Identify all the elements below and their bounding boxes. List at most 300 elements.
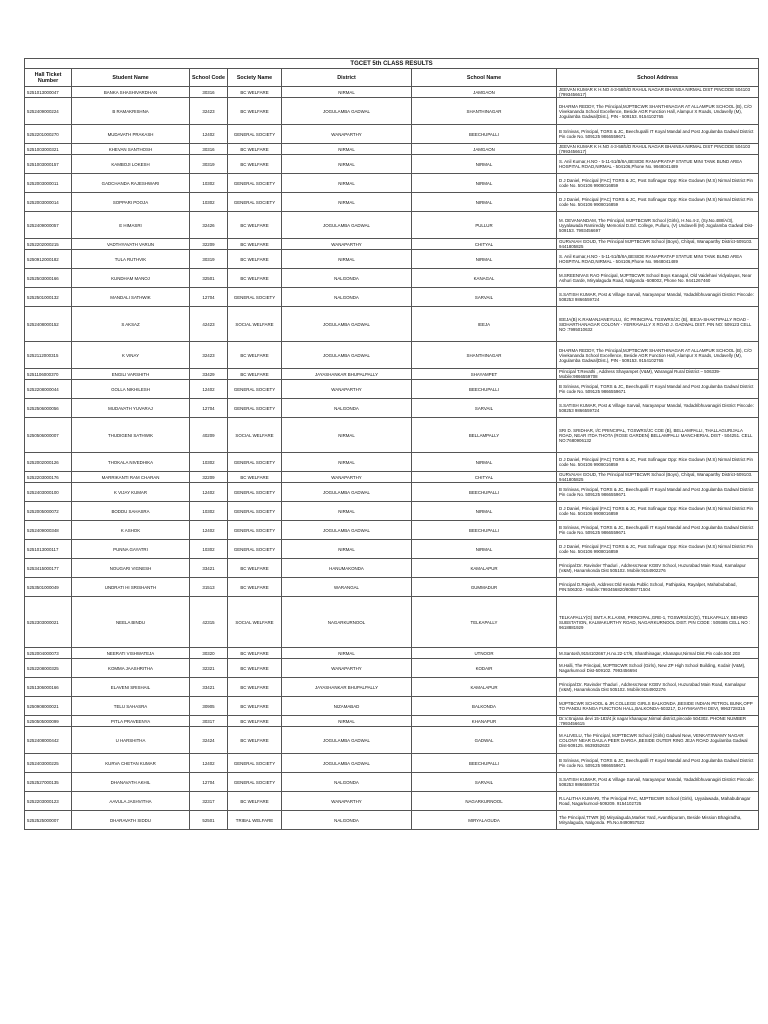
school-address-cell: B Srinivas, Principal, TGRS & JC, Beechupalli IT Koyal Mandal and Post Jogulamba Gadwal District Pin code No. 509125 9866559671 <box>557 754 759 773</box>
table-row <box>25 87 759 98</box>
district-cell: JOGULAMBA GADWAL <box>282 212 412 239</box>
student-name-cell: KAMBOJI LOKESH <box>72 155 190 174</box>
society-name-cell: BC WELFARE <box>228 212 282 239</box>
school-name-cell: BEECHUPALLI <box>412 521 557 540</box>
school-address-cell: M.Halli, The Principal, MJPTBCWR School (Girls), New ZP High School Building, Kodair (V&M), Nagarkurnool Dist-509102. 7993456694 <box>557 659 759 678</box>
student-name-cell: MUDAVATH YUVARAJ <box>72 399 190 418</box>
school-address-cell: Dr.V.Srujana devi 15-183/4 jk nagar khanapur,Nirmal district,pincode 504302. PHONE NUMBER :7993456615 <box>557 716 759 727</box>
student-name-cell: K VIJAY KUMAR <box>72 483 190 502</box>
society-name-cell: BC WELFARE <box>228 697 282 716</box>
society-name-cell: BC WELFARE <box>228 659 282 678</box>
col-header-society-name: Society Name <box>228 69 282 87</box>
district-cell: NIRMAL <box>282 87 412 98</box>
district-cell: NIRMAL <box>282 648 412 659</box>
table-row <box>25 727 759 754</box>
school-name-cell: KAMALAPUR <box>412 678 557 697</box>
school-address-cell: The Principal,TTWR (B) Miryalaguda,Market Yard, Avanthipuram, Beside Mission Bhagiradha, Miryalaguda, Nalgonda. Ph.No.9490957522 <box>557 811 759 830</box>
society-name-cell: GENERAL SOCIETY <box>228 174 282 193</box>
student-name-cell: AAVULA JASHVITHA <box>72 792 190 811</box>
society-name-cell: BC WELFARE <box>228 155 282 174</box>
society-name-cell: GENERAL SOCIETY <box>228 399 282 418</box>
school-address-cell: Principal D.Rajesh, Address:Old Kerala Public School, Pathipaka, Rayalpet, Mahabubabad, PIN:506302.- Mobile:7993456820/8008771504 <box>557 578 759 597</box>
hall-ticket-cell: 5250912000182 <box>25 250 72 269</box>
hall-ticket-cell: 5252003000014 <box>25 193 72 212</box>
district-cell: JOGULAMBA GADWAL <box>282 727 412 754</box>
district-cell: JOGULAMBA GADWAL <box>282 98 412 125</box>
student-name-cell: KURVA CHETAN KUMAR <box>72 754 190 773</box>
school-code-cell: 33421 <box>190 678 228 697</box>
student-name-cell: U HARSHITHA <box>72 727 190 754</box>
society-name-cell: GENERAL SOCIETY <box>228 773 282 792</box>
school-code-cell: 30319 <box>190 250 228 269</box>
school-code-cell: 12704 <box>190 399 228 418</box>
student-name-cell: KOMMA JAASHRITHA <box>72 659 190 678</box>
table-row <box>25 659 759 678</box>
school-address-cell: GURVAIAH GOUD, The Principal MJPTBCWR School (Boys), Chityal, Wanaparthy District-509103. 9441805825 <box>557 472 759 483</box>
student-name-cell: KUNDHAM MANOJ <box>72 269 190 288</box>
school-address-cell: JEEVAN KUMAR K H.NO 4-3-58/5/D RAHUL NAGAR BHAINSA NIRMAL DIST PINCODE 504103 (7993456617) <box>557 144 759 155</box>
district-cell: NIRMAL <box>282 174 412 193</box>
school-address-cell: Principal:Dr. Ravinder Thaduri , Address:Near KGBV School, Huzurabad Main Road, Kamalapur (V&M), Hanamkonda Dist 505102. Mobile:9154902276 <box>557 678 759 697</box>
table-row <box>25 716 759 727</box>
society-name-cell: BC WELFARE <box>228 98 282 125</box>
hall-ticket-cell: 5252202000215 <box>25 239 72 250</box>
school-name-cell: KAMALAPUR <box>412 559 557 578</box>
school-code-cell: 10302 <box>190 174 228 193</box>
district-cell: NALGONDA <box>282 773 412 792</box>
society-name-cell: BC WELFARE <box>228 239 282 250</box>
school-name-cell: BEECHUPALLI <box>412 754 557 773</box>
hall-ticket-cell: 5252112000315 <box>25 342 72 369</box>
school-code-cell: 42423 <box>190 307 228 342</box>
student-name-cell: THUDIGENI SATHWIK <box>72 418 190 453</box>
school-name-cell: SARVAIL <box>412 288 557 307</box>
school-address-cell: M.SREENIVAS RAO Principal, MJPTBCWR School Boys Kanagal, Old Vaidehavi Vidyalayas, Near Ashuri Garde, Miryalaguda Road, Nalgonda -508002, Phone No. 9441267460 <box>557 269 759 288</box>
school-name-cell: SARVAIL <box>412 399 557 418</box>
society-name-cell: GENERAL SOCIETY <box>228 521 282 540</box>
district-cell: NIRMAL <box>282 453 412 472</box>
school-name-cell: TELKAPALLY <box>412 597 557 648</box>
school-code-cell: 33429 <box>190 369 228 380</box>
hall-ticket-cell: 5252503000166 <box>25 269 72 288</box>
school-code-cell: 30317 <box>190 716 228 727</box>
school-code-cell: 32424 <box>190 727 228 754</box>
society-name-cell: GENERAL SOCIETY <box>228 540 282 559</box>
society-name-cell: BC WELFARE <box>228 369 282 380</box>
district-cell: JOGULAMBA GADWAL <box>282 307 412 342</box>
school-address-cell: B Srinivas, Principal, TGRS & JC, Beechupalli IT Koyal Mandal and Post Jogulamba Gadwal District Pin code No. 509125 9866559671 <box>557 380 759 399</box>
district-cell: NALGONDA <box>282 811 412 830</box>
school-code-cell: 32321 <box>190 659 228 678</box>
table-row <box>25 125 759 144</box>
society-name-cell: BC WELFARE <box>228 727 282 754</box>
society-name-cell: SOCIAL WELFARE <box>228 597 282 648</box>
society-name-cell: GENERAL SOCIETY <box>228 754 282 773</box>
school-address-cell: M. DEVANANDAM, The Principal, MJPTBCWR School (Girls), H.No.4-2, (Sy.No.488/A/3), Uyyalawada Ramireddy Memorial D.Ed. College, Pulluru, (V) Undavelli (M) Jogulamba Gadwal Dist-509153. 7993456697 <box>557 212 759 239</box>
student-name-cell: PUNNA GAYATRI <box>72 540 190 559</box>
student-name-cell: PITLA PRAVEENYA <box>72 716 190 727</box>
table-row <box>25 144 759 155</box>
table-row <box>25 418 759 453</box>
hall-ticket-cell: 5252525000007 <box>25 811 72 830</box>
hall-ticket-cell: 5252527000135 <box>25 773 72 792</box>
district-cell: JOGULAMBA GADWAL <box>282 342 412 369</box>
student-name-cell: MANDALI SATHWIK <box>72 288 190 307</box>
society-name-cell: GENERAL SOCIETY <box>228 288 282 307</box>
school-code-cell: 52501 <box>190 811 228 830</box>
table-row <box>25 597 759 648</box>
student-name-cell: NEERATI VISHWATEJA <box>72 648 190 659</box>
table-row <box>25 754 759 773</box>
student-name-cell: VADTHYAVATH VARUN <box>72 239 190 250</box>
school-address-cell: GURVAIAH GOUD, The Principal MJPTBCWR School (Boys), Chityal, Wanaparthy District-509103. 9441805825 <box>557 239 759 250</box>
district-cell: WANAPARTHY <box>282 125 412 144</box>
school-name-cell: NIRMAL <box>412 193 557 212</box>
school-name-cell: SHAYAMPET <box>412 369 557 380</box>
school-name-cell: SHANTHINAGAR <box>412 98 557 125</box>
school-address-cell: R.LALITHA KUMARI, The Principal FAC, MJPTBCWR School (Girls), Uyyalawada, Mahabubnagar Road, Nagarkurnool-509209. 9154102725 <box>557 792 759 811</box>
school-name-cell: KANAGAL <box>412 269 557 288</box>
school-name-cell: BALKONDA <box>412 697 557 716</box>
school-name-cell: BEECHUPALLI <box>412 380 557 399</box>
school-code-cell: 10302 <box>190 193 228 212</box>
school-address-cell: DHARMA REDDY, The Principal,MJPTBCWR SHANTHINAGAR AT ALLAMPUR SCHOOL (B), C/O Vivekananda School Excellence, Beside AGR Function Hall, Alampur X Roads, Undavelly (M), Jogulamba Gadwal(Dist.), PIN - 509153. 9154102765 <box>557 342 759 369</box>
student-name-cell: TELU SAHASRA <box>72 697 190 716</box>
hall-ticket-cell: 5252203000176 <box>25 472 72 483</box>
district-cell: WANAPARTHY <box>282 239 412 250</box>
table-title: TGCET 5th CLASS RESULTS <box>25 59 759 69</box>
school-name-cell: GADWAL <box>412 727 557 754</box>
school-code-cell: 10302 <box>190 502 228 521</box>
table-row <box>25 648 759 659</box>
school-address-cell: M.Santosh,9154102667,H.no.22-17/6, Shanthinagar, Khanapur,Nirmal Dist.Pin code.504 203 <box>557 648 759 659</box>
table-row <box>25 342 759 369</box>
society-name-cell: BC WELFARE <box>228 144 282 155</box>
hall-ticket-cell: 5252201000270 <box>25 125 72 144</box>
school-code-cell: 32423 <box>190 98 228 125</box>
school-code-cell: 30316 <box>190 87 228 98</box>
school-address-cell: DHARMA REDDY, The Principal,MJPTBCWR SHANTHINAGAR AT ALLAMPUR SCHOOL (B), C/O Vivekananda School Excellence, Beside AGR Function Hall, Alampur X Roads, Undavelly (M), Jogulamba Gadwal(Dist.), PIN - 509153. 9154102765 <box>557 98 759 125</box>
school-code-cell: 32209 <box>190 239 228 250</box>
col-header-school-address: School Address <box>557 69 759 87</box>
student-name-cell: MARRIKANTI RAM CHARAN <box>72 472 190 483</box>
student-name-cell: BANKA SHASHIVARDHAN <box>72 87 190 98</box>
school-name-cell: NIRMAL <box>412 250 557 269</box>
school-name-cell: NIRMAL <box>412 453 557 472</box>
table-row <box>25 288 759 307</box>
hall-ticket-cell: 5251013000117 <box>25 540 72 559</box>
hall-ticket-cell: 5252003000011 <box>25 174 72 193</box>
society-name-cell: SOCIAL WELFARE <box>228 307 282 342</box>
school-name-cell: NIRMAL <box>412 155 557 174</box>
school-address-cell: MJPTBCWR SCHOOL & JR.COLLEGE GIRLS BALKONDA ,BESIDE INDIAN PETROL BUNK,OPP TO PANDU RANGA FUNCTION HALL,BALKONDA-503217, D.HYMAVATHI DEVI, 9963728315 <box>557 697 759 716</box>
table-row <box>25 155 759 174</box>
student-name-cell: DHANAVATH AKHIL <box>72 773 190 792</box>
student-name-cell: DHARAVATH SIDDU <box>72 811 190 830</box>
col-header-hall-ticket: Hall Ticket Number <box>25 69 72 87</box>
district-cell: NIRMAL <box>282 502 412 521</box>
school-address-cell: M ALIVELU, The Principal, MJPTBCWR School (Girls) Gadwal New, VENKATSWAMY NAGAR COLONY NEAR DAULA PEER DARGA ,BESIDE OUTER RING JEJA ROAD Jogulamba Gadwal Dist-509125. 8639352633 <box>557 727 759 754</box>
hall-ticket-cell: 5252403000225 <box>25 754 72 773</box>
district-cell: NIRMAL <box>282 144 412 155</box>
student-name-cell: UNDRATI HI SRISHANTH <box>72 578 190 597</box>
hall-ticket-cell: 5252208000044 <box>25 380 72 399</box>
table-row <box>25 773 759 792</box>
school-address-cell: S.SATISH KUMAR, Post & Village Sarvail, Narayanpur Mandal, Yadadribhuvanagiri District Pincode: 508253 9866559724 <box>557 773 759 792</box>
school-address-cell: D J Daniel, Principal (FAC) TGRS & JC, Post Sofinagar Opp: Rice Godown (M.S) Nirmal District Pin code No. 504106 9908016859 <box>557 540 759 559</box>
society-name-cell: GENERAL SOCIETY <box>228 483 282 502</box>
school-address-cell: S.SATISH KUMAR, Post & Village Sarvail, Narayanpur Mandal, Yadadribhuvanagiri District Pincode: 508253 9866559724 <box>557 399 759 418</box>
student-name-cell: NOUGARI VIGNESH <box>72 559 190 578</box>
school-code-cell: 12704 <box>190 773 228 792</box>
school-address-cell: B Srinivas, Principal, TGRS & JC, Beechupalli IT Koyal Mandal and Post Jogulamba Gadwal District Pin code No. 509125 9866559671 <box>557 125 759 144</box>
school-address-cell: D J Daniel, Principal (FAC) TGRS & JC, Post Sofinagar Opp: Rice Godown (M.S) Nirmal District Pin code No. 504106 9908016859 <box>557 502 759 521</box>
school-code-cell: 40209 <box>190 418 228 453</box>
col-header-student-name: Student Name <box>72 69 190 87</box>
school-name-cell: BELLAMPALLY <box>412 418 557 453</box>
table-row <box>25 380 759 399</box>
table-row <box>25 307 759 342</box>
hall-ticket-cell: 5252002000126 <box>25 453 72 472</box>
hall-ticket-cell: 5252303000021 <box>25 597 72 648</box>
hall-ticket-cell: 5251013000047 <box>25 87 72 98</box>
school-address-cell: S. Anil Kumar,H.NO - 5-11-51/B/8A,BESIDE RANAPRATAP STATUE MINI TANK BUND AREA HOSPITAL ROAD,NIRMAL - 504106,Phone No. 9948041489 <box>557 250 759 269</box>
hall-ticket-cell: 5253501000049 <box>25 578 72 597</box>
school-code-cell: 33421 <box>190 559 228 578</box>
school-code-cell: 30319 <box>190 155 228 174</box>
school-address-cell: TELKAPALLY(G) SMT.A.R.LAXMI, PRINCIPAL,GRE-1, TGSWRS/JC(G), TELKAPALLY, BEHIND SUBSTATION, KALWAKURTHY ROAD, NAGARKURNOOL DIST. PIN CODE : 509385 CELL NO : 9618881929 <box>557 597 759 648</box>
school-name-cell: CHITYAL <box>412 472 557 483</box>
district-cell: NALGONDA <box>282 288 412 307</box>
society-name-cell: GENERAL SOCIETY <box>228 193 282 212</box>
school-code-cell: 32209 <box>190 472 228 483</box>
school-name-cell: KODAIR <box>412 659 557 678</box>
hall-ticket-cell: 5250908000021 <box>25 697 72 716</box>
hall-ticket-cell: 5252409000348 <box>25 521 72 540</box>
school-name-cell: PULLUR <box>412 212 557 239</box>
school-name-cell: JAMGAON <box>412 87 557 98</box>
table-row <box>25 369 759 380</box>
hall-ticket-cell: 5252409000224 <box>25 98 72 125</box>
society-name-cell: BC WELFARE <box>228 678 282 697</box>
district-cell: NIRMAL <box>282 155 412 174</box>
district-cell: WANAPARTHY <box>282 380 412 399</box>
society-name-cell: GENERAL SOCIETY <box>228 125 282 144</box>
table-row <box>25 678 759 697</box>
society-name-cell: BC WELFARE <box>228 472 282 483</box>
district-cell: JOGULAMBA GADWAL <box>282 521 412 540</box>
school-code-cell: 32426 <box>190 212 228 239</box>
table-row <box>25 502 759 521</box>
school-name-cell: SHANTHINAGAR <box>412 342 557 369</box>
school-address-cell: Principal T.Revathi , Address Shayampet (V&M), Warangal Rural District – 506339- Mobile:9866559708 <box>557 369 759 380</box>
district-cell: WANAPARTHY <box>282 472 412 483</box>
table-row <box>25 578 759 597</box>
society-name-cell: TRIBAL WELFARE <box>228 811 282 830</box>
hall-ticket-cell: 5251106000370 <box>25 369 72 380</box>
school-name-cell: NIRMAL <box>412 540 557 559</box>
society-name-cell: BC WELFARE <box>228 87 282 98</box>
school-address-cell: B Srinivas, Principal, TGRS & JC, Beechupalli IT Koyal Mandal and Post Jogulamba Gadwal District Pin code No. 509125 9866559671 <box>557 483 759 502</box>
school-code-cell: 12402 <box>190 125 228 144</box>
society-name-cell: BC WELFARE <box>228 792 282 811</box>
school-code-cell: 42315 <box>190 597 228 648</box>
table-row <box>25 98 759 125</box>
hall-ticket-cell: 5250506000007 <box>25 418 72 453</box>
school-name-cell: BEECHUPALLI <box>412 125 557 144</box>
school-code-cell: 12704 <box>190 288 228 307</box>
district-cell: JAYASHANKAR BHUPALPALLY <box>282 678 412 697</box>
table-row <box>25 269 759 288</box>
school-code-cell: 10302 <box>190 453 228 472</box>
hall-ticket-cell: 5252506000056 <box>25 399 72 418</box>
school-code-cell: 10302 <box>190 540 228 559</box>
student-name-cell: GOLLA NIKHILESH <box>72 380 190 399</box>
school-code-cell: 30320 <box>190 648 228 659</box>
table-body <box>25 87 759 830</box>
student-name-cell: SOPPARI POOJA <box>72 193 190 212</box>
district-cell: NIRMAL <box>282 418 412 453</box>
society-name-cell: GENERAL SOCIETY <box>228 380 282 399</box>
society-name-cell: BC WELFARE <box>228 578 282 597</box>
table-row <box>25 811 759 830</box>
school-address-cell: D J Daniel, Principal (FAC) TGRS & JC, Post Sofinagar Opp: Rice Godown (M.S) Nirmal District Pin code No. 504106 9908016859 <box>557 453 759 472</box>
school-name-cell: KHANAPUR <box>412 716 557 727</box>
table-row <box>25 697 759 716</box>
district-cell: JOGULAMBA GADWAL <box>282 754 412 773</box>
col-header-school-code: School Code <box>190 69 228 87</box>
district-cell: NALGONDA <box>282 269 412 288</box>
school-code-cell: 31513 <box>190 578 228 597</box>
district-cell: NAGARKURNOOL <box>282 597 412 648</box>
student-name-cell: S AKSAZ <box>72 307 190 342</box>
hall-ticket-cell: 5252005000072 <box>25 502 72 521</box>
school-name-cell: IEEJA <box>412 307 557 342</box>
school-name-cell: NIRMAL <box>412 502 557 521</box>
table-row <box>25 483 759 502</box>
district-cell: NALGONDA <box>282 399 412 418</box>
district-cell: NIZAMABAD <box>282 697 412 716</box>
school-name-cell: NIRMAL <box>412 174 557 193</box>
table-row <box>25 250 759 269</box>
hall-ticket-cell: 5252203000123 <box>25 792 72 811</box>
district-cell: JOGULAMBA GADWAL <box>282 483 412 502</box>
school-name-cell: CHITYAL <box>412 239 557 250</box>
student-name-cell: THOKALA NIVEDHIKA <box>72 453 190 472</box>
student-name-cell: KHEVAN SANTHOSH <box>72 144 190 155</box>
student-name-cell: B RAMAKRISHNA <box>72 98 190 125</box>
hall-ticket-cell: 5253415000177 <box>25 559 72 578</box>
district-cell: WANAPARTHY <box>282 659 412 678</box>
school-address-cell: D J Daniel, Principal (FAC) TGRS & JC, Post Sofinagar Opp: Rice Godown (M.S) Nirmal District Pin code No. 504106 9908016859 <box>557 193 759 212</box>
school-address-cell: D J Daniel, Principal (FAC) TGRS & JC, Post Sofinagar Opp: Rice Godown (M.S) Nirmal District Pin code No. 504106 9908016859 <box>557 174 759 193</box>
hall-ticket-cell: 5252408000442 <box>25 727 72 754</box>
district-cell: NIRMAL <box>282 193 412 212</box>
table-row <box>25 193 759 212</box>
hall-ticket-cell: 5252409000057 <box>25 212 72 239</box>
school-address-cell: S.SATISH KUMAR, Post & Village Sarvail, Narayanpur Mandal, Yadadribhuvanagiri District Pincode: 508253 9866559724 <box>557 288 759 307</box>
school-address-cell: JEEVAN KUMAR K H.NO 4-3-58/5/D RAHUL NAGAR BHAINSA NIRMAL DIST PINCODE 504103 (7993456617) <box>557 87 759 98</box>
table-row <box>25 792 759 811</box>
hall-ticket-cell: 5250505000099 <box>25 716 72 727</box>
society-name-cell: GENERAL SOCIETY <box>228 502 282 521</box>
society-name-cell: BC WELFARE <box>228 716 282 727</box>
student-name-cell: MUDAVATH PRAKASH <box>72 125 190 144</box>
society-name-cell: SOCIAL WELFARE <box>228 418 282 453</box>
school-name-cell: MIRYALAGUDA <box>412 811 557 830</box>
school-name-cell: JAMGAON <box>412 144 557 155</box>
table-row <box>25 399 759 418</box>
table-row <box>25 559 759 578</box>
school-address-cell: S. Anil Kumar,H.NO - 5-11-51/B/8A,BESIDE RANAPRATAP STATUE MINI TANK BUND AREA HOSPITAL ROAD,NIRMAL - 504106,Phone No. 9948041489 <box>557 155 759 174</box>
table-row <box>25 174 759 193</box>
table-row <box>25 540 759 559</box>
school-code-cell: 12402 <box>190 380 228 399</box>
hall-ticket-cell: 5251003000157 <box>25 155 72 174</box>
district-cell: NIRMAL <box>282 716 412 727</box>
hall-ticket-cell: 5252403000100 <box>25 483 72 502</box>
school-name-cell: BEECHUPALLI <box>412 483 557 502</box>
school-name-cell: GUMMADUR <box>412 578 557 597</box>
society-name-cell: BC WELFARE <box>228 269 282 288</box>
student-name-cell: TULA RUTHVIK <box>72 250 190 269</box>
hall-ticket-cell: 5252501000132 <box>25 288 72 307</box>
school-code-cell: 12402 <box>190 754 228 773</box>
district-cell: JAYASHANKAR BHUPALPALLY <box>282 369 412 380</box>
hall-ticket-cell: 5251003000321 <box>25 144 72 155</box>
student-name-cell: ELAVENI SRISHAIL <box>72 678 190 697</box>
col-header-school-name: School Name <box>412 69 557 87</box>
society-name-cell: BC WELFARE <box>228 342 282 369</box>
school-code-cell: 30316 <box>190 144 228 155</box>
school-code-cell: 30905 <box>190 697 228 716</box>
district-cell: NIRMAL <box>282 540 412 559</box>
school-name-cell: SARVAIL <box>412 773 557 792</box>
student-name-cell: BODDU SAHASRA <box>72 502 190 521</box>
hall-ticket-cell: 5252408000152 <box>25 307 72 342</box>
school-code-cell: 32317 <box>190 792 228 811</box>
hall-ticket-cell: 5252004000073 <box>25 648 72 659</box>
school-code-cell: 12402 <box>190 483 228 502</box>
school-code-cell: 32501 <box>190 269 228 288</box>
hall-ticket-cell: 5252208000325 <box>25 659 72 678</box>
school-address-cell: B Srinivas, Principal, TGRS & JC, Beechupalli IT Koyal Mandal and Post Jogulamba Gadwal District Pin code No. 509125 9866559671 <box>557 521 759 540</box>
student-name-cell: K VINAY <box>72 342 190 369</box>
student-name-cell: ENGILI VARSHITH <box>72 369 190 380</box>
school-address-cell: SRI D. SRIDHAR, I/C PRINCIPAL, TGSWRS/JC COE (B), BELLAMPALLI, THALLAGURIJALA ROAD, NEAR ITDA THOTA (ROSE GARDEN) BELLAMPALLI MANCHERIAL DIST - 504251. CELL NO:7680906132 <box>557 418 759 453</box>
table-row <box>25 521 759 540</box>
district-cell: WARANGAL <box>282 578 412 597</box>
student-name-cell: GADCHANDA RAJESHWARI <box>72 174 190 193</box>
school-address-cell: Principal:Dr. Ravinder Thaduri , Address:Near KGBV School, Huzurabad Main Road, Kamalapur (V&M), Hanamkonda Dist 505102. Mobile:9154902276 <box>557 559 759 578</box>
school-code-cell: 12402 <box>190 521 228 540</box>
results-table <box>24 58 759 830</box>
district-cell: HANUMAKONDA <box>282 559 412 578</box>
table-row <box>25 453 759 472</box>
school-name-cell: UTNOOR <box>412 648 557 659</box>
society-name-cell: GENERAL SOCIETY <box>228 453 282 472</box>
school-address-cell: IEEJA(B) K.RAMANJANEYULU, I/C PRINCIPAL TGSWRS/JC (B), IEEJA-SHAKTIPALLY ROAD - SIDHARTHANAGAR COLONY - YERRAVALLY X ROAD J. GADWAL DIST. PIN NO: 509123 CELL NO :7995010632 <box>557 307 759 342</box>
school-name-cell: NAGARKURNOOL <box>412 792 557 811</box>
student-name-cell: E HIMASRI <box>72 212 190 239</box>
student-name-cell: NEELA BINDU <box>72 597 190 648</box>
hall-ticket-cell: 5251306000166 <box>25 678 72 697</box>
col-header-district: District <box>282 69 412 87</box>
society-name-cell: BC WELFARE <box>228 559 282 578</box>
table-row <box>25 472 759 483</box>
table-row <box>25 212 759 239</box>
student-name-cell: K ASHOK <box>72 521 190 540</box>
